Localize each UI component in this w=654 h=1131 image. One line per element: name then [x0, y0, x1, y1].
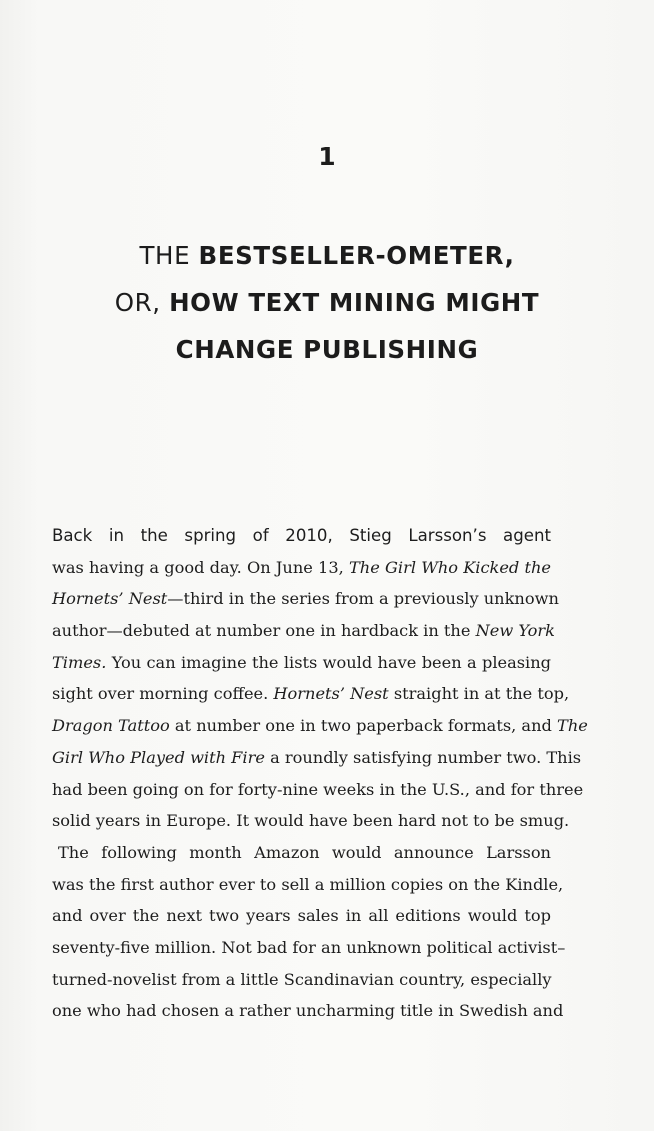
italic-title: Dragon Tattoo: [52, 716, 170, 736]
chapter-title: [40, 232, 614, 373]
italic-title: New York: [475, 621, 555, 641]
italic-title: The Girl Who Kicked the: [348, 557, 551, 577]
text-run: Back in the spring of 2010, Stieg Larsson’s agent: [52, 526, 551, 545]
text-run: was having a good day. On June 13,: [52, 557, 349, 577]
text-run: had been going on for forty-nine weeks in the U.S., and for three: [52, 779, 584, 799]
chapter-number: 1: [318, 142, 336, 171]
text-line: [52, 678, 570, 710]
text-line: [52, 583, 559, 615]
text-run: a roundly satisfying number two. This: [264, 747, 582, 767]
text-run: —third in the series from a previously unknown: [167, 589, 559, 609]
text-line: [52, 552, 551, 584]
text-run: at number one in two paperback formats, and: [169, 716, 558, 736]
text-line: [52, 520, 551, 552]
paragraph: [52, 520, 588, 837]
chapter-body-text: [52, 520, 588, 1027]
italic-title: Girl Who Played with Fire: [52, 747, 265, 767]
text-run: seventy-five million. Not bad for an unknown political activist–: [52, 937, 566, 957]
text-line: [52, 710, 588, 742]
chapter-title-line: OR, HOW TEXT MINING MIGHT: [114, 288, 540, 317]
text-line: [52, 805, 570, 837]
text-run: straight in at the top,: [388, 684, 570, 704]
text-line: [52, 964, 551, 996]
italic-title: Hornets’ Nest: [273, 684, 389, 704]
text-line: [52, 615, 555, 647]
text-line: [52, 869, 564, 901]
text-line: [52, 742, 582, 774]
text-run: solid years in Europe. It would have been hard not to be smug.: [52, 811, 570, 831]
text-run: sight over morning coffee.: [52, 684, 274, 704]
italic-title: The: [557, 716, 588, 736]
italic-title: Hornets’ Nest: [52, 589, 168, 609]
text-line: [52, 647, 551, 679]
chapter-title-line: THE BESTSELLER-OMETER,: [139, 241, 515, 270]
chapter-title-line: CHANGE PUBLISHING: [175, 335, 479, 364]
text-run: and over the next two years sales in all editions would top: [52, 906, 551, 926]
text-line: [52, 995, 564, 1027]
text-line: [52, 932, 566, 964]
text-run: turned-novelist from a little Scandinavian country, especially: [52, 969, 552, 989]
text-run: author—debuted at number one in hardback in the: [52, 621, 476, 641]
text-line: [52, 837, 551, 869]
text-run: You can imagine the lists would have been a pleasing: [106, 652, 551, 672]
text-line: [52, 774, 584, 806]
italic-title: Times.: [52, 652, 107, 672]
text-line: [52, 900, 551, 932]
text-run: The following month Amazon would announce Larsson: [58, 842, 551, 862]
text-run: one who had chosen a rather uncharming title in Swedish and: [52, 1001, 564, 1021]
paragraph: [52, 837, 566, 1027]
text-run: was the first author ever to sell a million copies on the Kindle,: [52, 874, 564, 894]
